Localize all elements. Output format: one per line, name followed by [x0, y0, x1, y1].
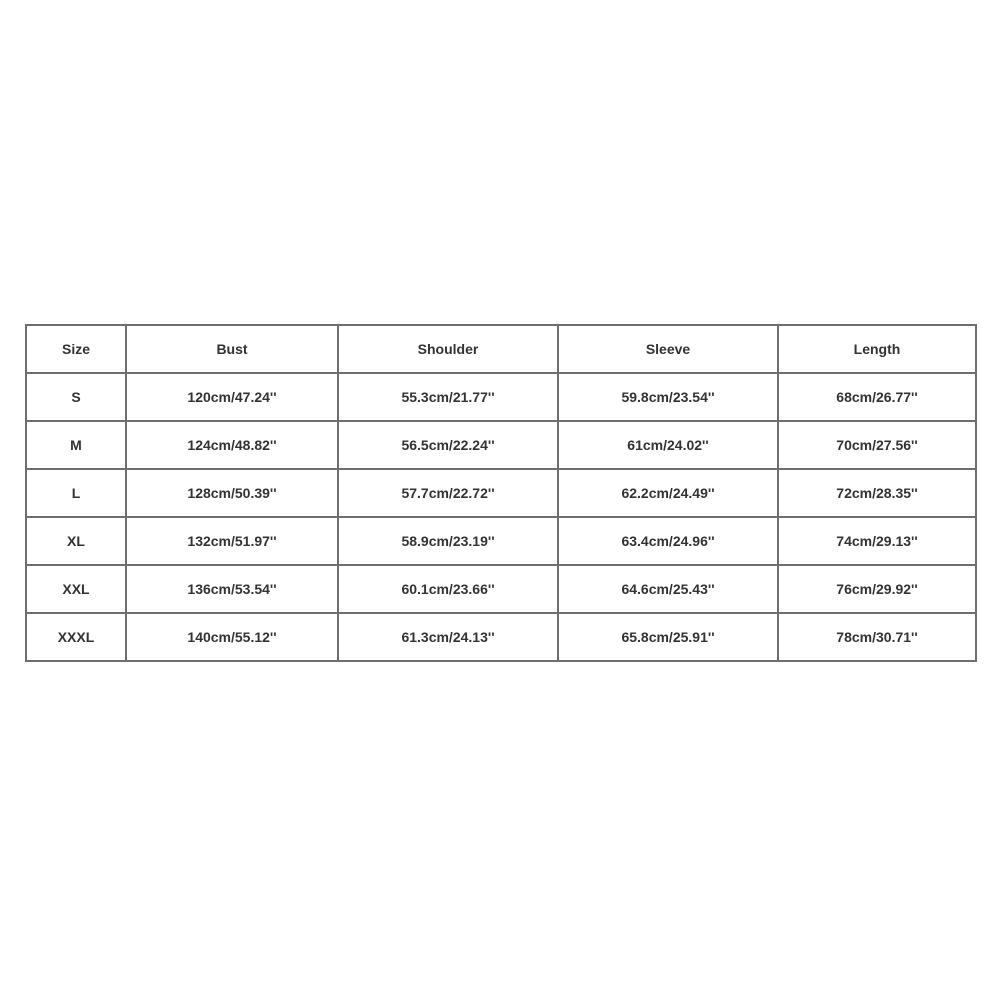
cell-bust: 132cm/51.97'' [126, 517, 338, 565]
table-row [26, 613, 976, 661]
cell-size: XL [26, 517, 126, 565]
cell-bust: 120cm/47.24'' [126, 373, 338, 421]
header-length: Length [778, 325, 976, 373]
cell-sleeve: 62.2cm/24.49'' [558, 469, 778, 517]
cell-sleeve: 61cm/24.02'' [558, 421, 778, 469]
header-shoulder: Shoulder [338, 325, 558, 373]
cell-length: 74cm/29.13'' [778, 517, 976, 565]
table-row [26, 469, 976, 517]
cell-size: M [26, 421, 126, 469]
cell-size: S [26, 373, 126, 421]
cell-sleeve: 65.8cm/25.91'' [558, 613, 778, 661]
table-row [26, 373, 976, 421]
cell-shoulder: 58.9cm/23.19'' [338, 517, 558, 565]
cell-length: 78cm/30.71'' [778, 613, 976, 661]
size-chart-table [25, 324, 977, 662]
header-bust: Bust [126, 325, 338, 373]
cell-shoulder: 60.1cm/23.66'' [338, 565, 558, 613]
cell-size: L [26, 469, 126, 517]
table-row [26, 565, 976, 613]
cell-size: XXL [26, 565, 126, 613]
cell-bust: 124cm/48.82'' [126, 421, 338, 469]
cell-sleeve: 59.8cm/23.54'' [558, 373, 778, 421]
table-row [26, 421, 976, 469]
cell-shoulder: 57.7cm/22.72'' [338, 469, 558, 517]
header-sleeve: Sleeve [558, 325, 778, 373]
cell-length: 70cm/27.56'' [778, 421, 976, 469]
cell-length: 72cm/28.35'' [778, 469, 976, 517]
table-header-row [26, 325, 976, 373]
cell-sleeve: 63.4cm/24.96'' [558, 517, 778, 565]
cell-shoulder: 55.3cm/21.77'' [338, 373, 558, 421]
cell-length: 68cm/26.77'' [778, 373, 976, 421]
header-size: Size [26, 325, 126, 373]
cell-bust: 136cm/53.54'' [126, 565, 338, 613]
cell-bust: 128cm/50.39'' [126, 469, 338, 517]
cell-bust: 140cm/55.12'' [126, 613, 338, 661]
cell-length: 76cm/29.92'' [778, 565, 976, 613]
table-row [26, 517, 976, 565]
cell-shoulder: 61.3cm/24.13'' [338, 613, 558, 661]
cell-shoulder: 56.5cm/22.24'' [338, 421, 558, 469]
cell-size: XXXL [26, 613, 126, 661]
cell-sleeve: 64.6cm/25.43'' [558, 565, 778, 613]
